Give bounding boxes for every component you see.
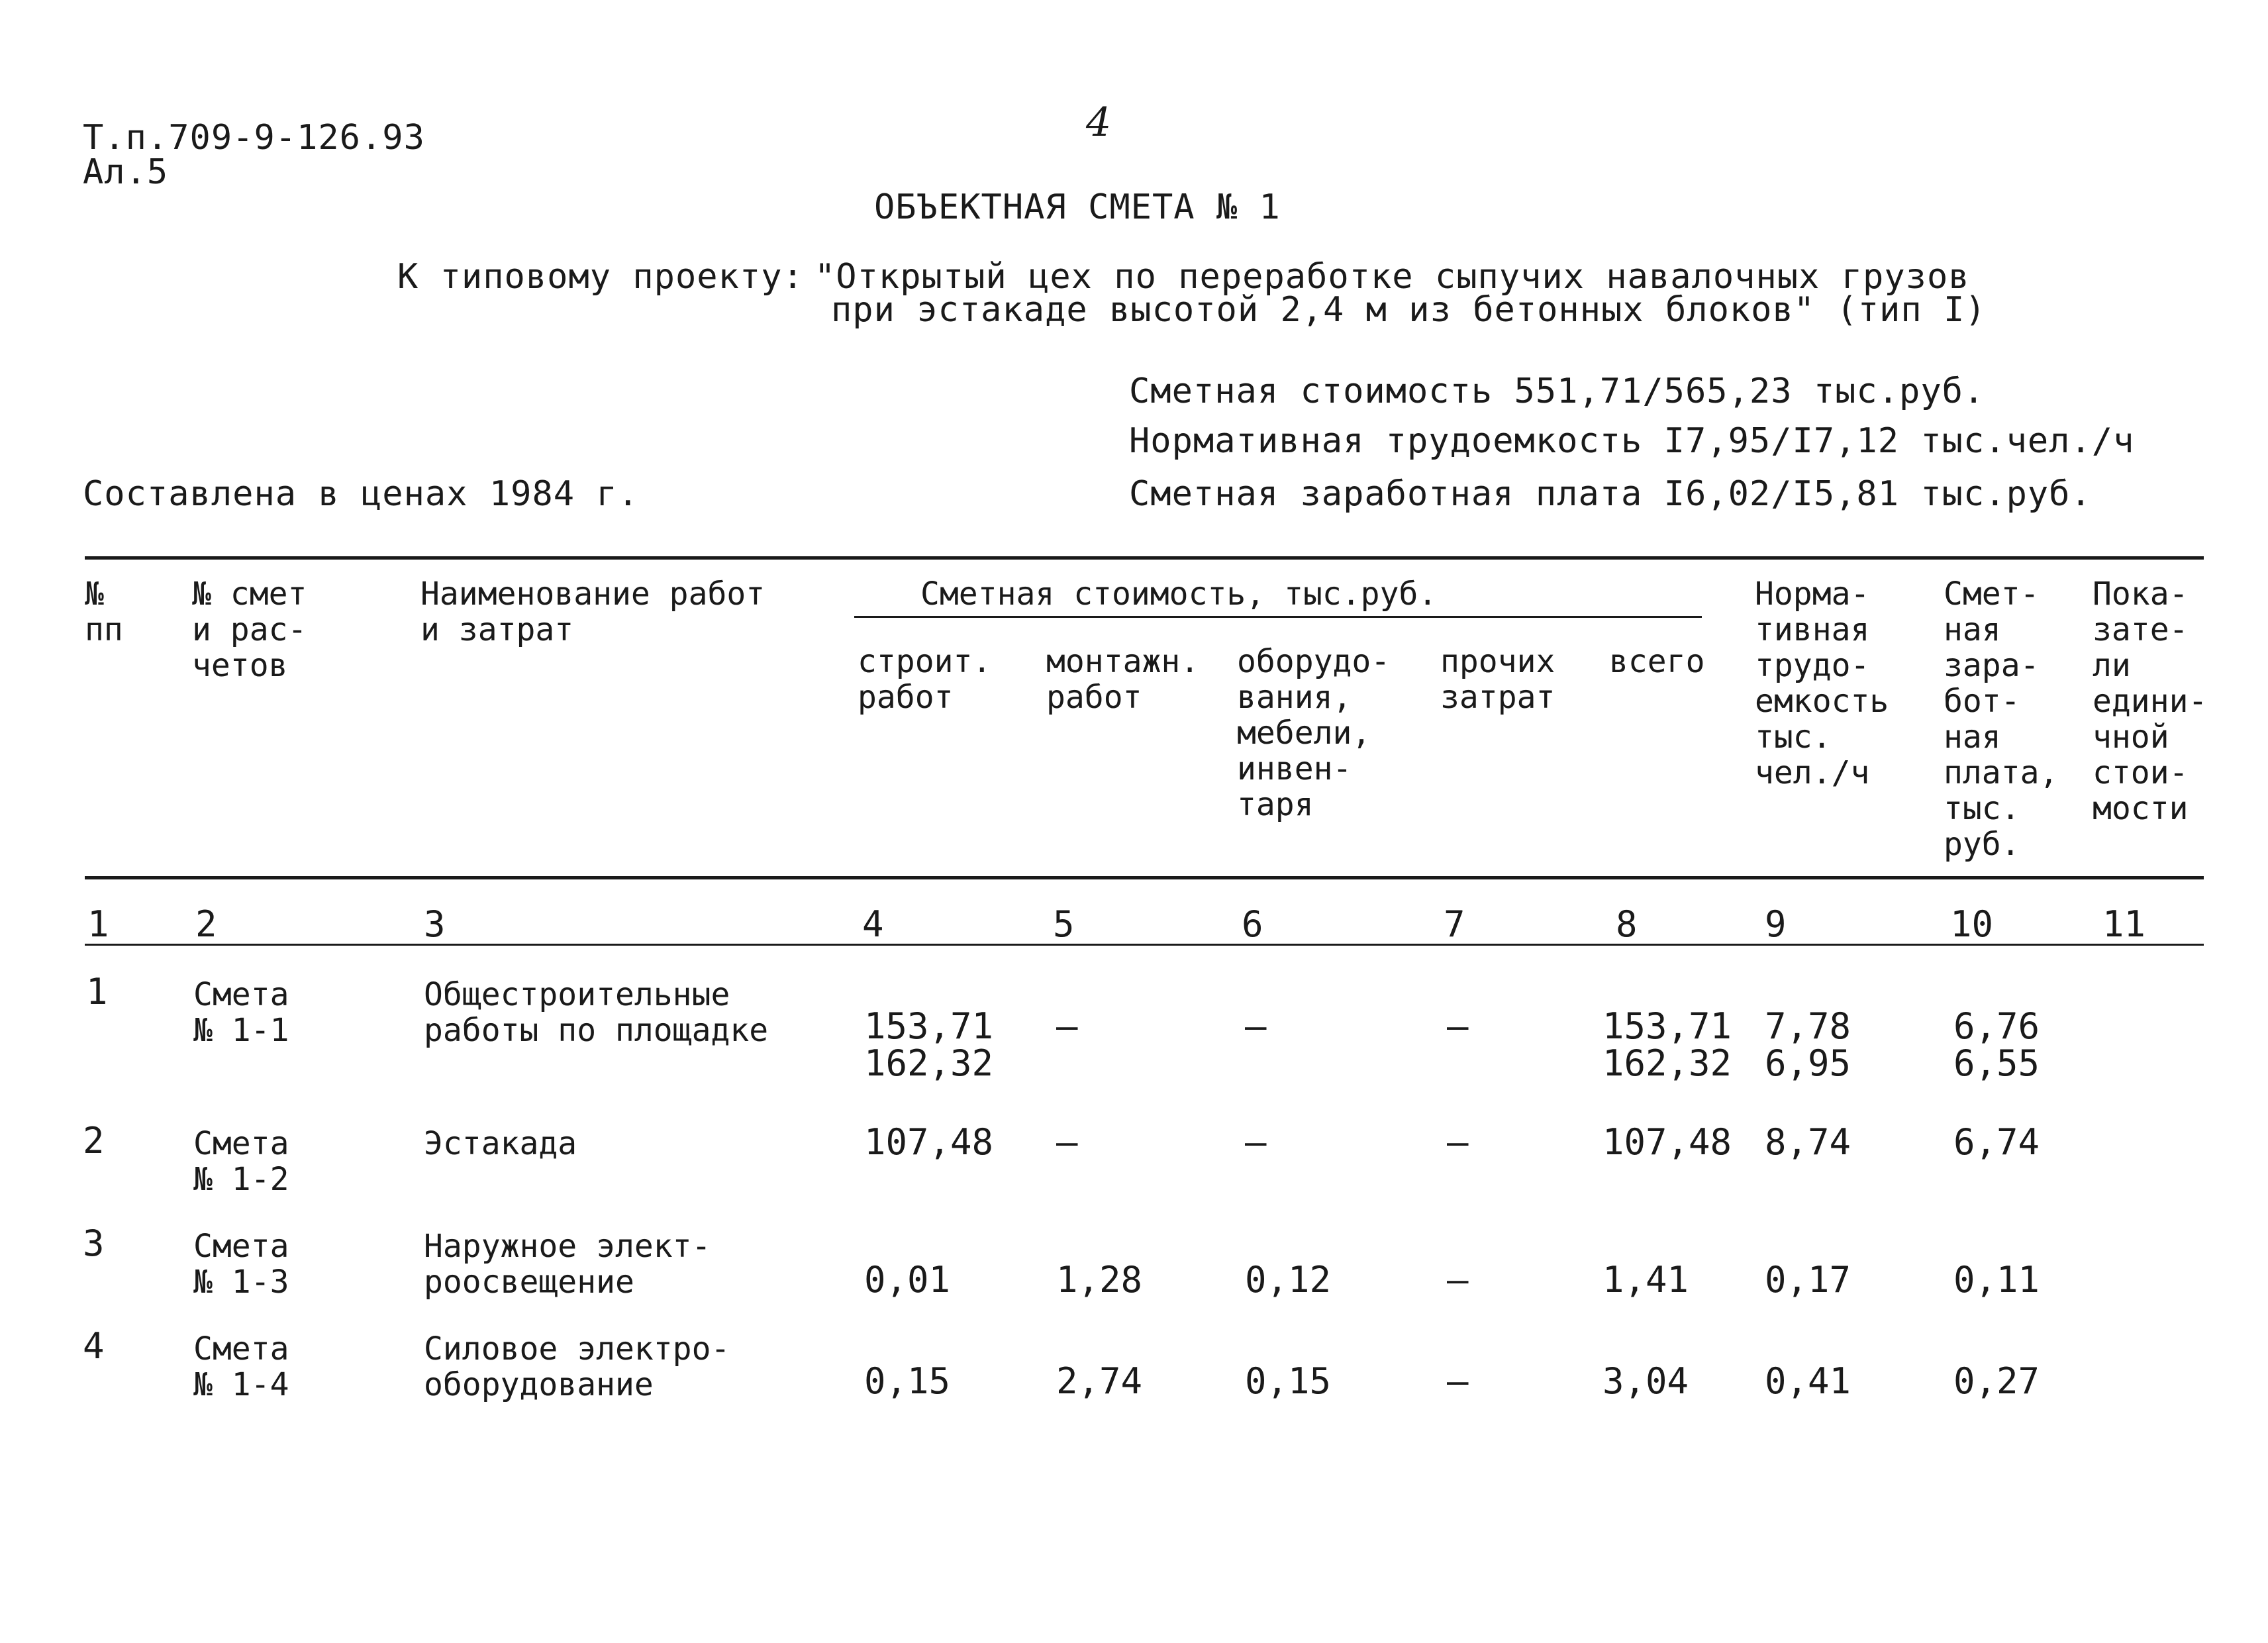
- row-construction: 107,48: [864, 1121, 994, 1163]
- header-installation: монтажн. работ: [1046, 643, 1200, 716]
- row-construction: 153,71 162,32: [864, 1005, 994, 1084]
- header-work-name: Наименование работ и затрат: [420, 575, 765, 648]
- col-number-8: 8: [1616, 903, 1638, 945]
- row-number: 4: [83, 1325, 105, 1367]
- header-bottom-rule: [85, 876, 2204, 879]
- header-labor: Норма- тивная трудо- емкость тыс. чел./ч: [1755, 575, 1889, 791]
- header-other-costs: прочих затрат: [1440, 643, 1555, 716]
- col-number-11: 11: [2102, 903, 2146, 945]
- row-total: 107,48: [1602, 1121, 1732, 1163]
- prices-note: Составлена в ценах 1984 г.: [83, 474, 639, 514]
- row-wages: 0,11: [1953, 1259, 2040, 1301]
- project-name-line2: при эстакаде высотой 2,4 м из бетонных блоков" (тип I): [831, 290, 1987, 330]
- row-other: –: [1447, 1259, 1469, 1301]
- row-other: –: [1447, 1005, 1469, 1047]
- document-code: Т.п.709-9-126.93: [83, 118, 425, 158]
- row-labor: 0,17: [1765, 1259, 1851, 1301]
- summary-labor: Нормативная трудоемкость I7,95/I7,12 тыс.чел./ч: [1129, 421, 2135, 461]
- row-labor: 7,78 6,95: [1765, 1005, 1851, 1084]
- group-header-rule: [854, 616, 1702, 618]
- col-number-2: 2: [195, 903, 217, 945]
- column-number-rule: [85, 944, 2204, 946]
- row-total: 153,71 162,32: [1602, 1005, 1732, 1084]
- document-title: ОБЪЕКТНАЯ СМЕТА № 1: [874, 187, 1281, 227]
- row-work-name: Наружное элект- роосвещение: [424, 1228, 711, 1301]
- row-wages: 6,74: [1953, 1121, 2040, 1163]
- header-cost-group: Сметная стоимость, тыс.руб.: [920, 575, 1438, 613]
- row-number: 2: [83, 1120, 105, 1162]
- row-installation: 2,74: [1056, 1360, 1143, 1402]
- row-equipment: –: [1245, 1121, 1267, 1163]
- row-wages: 0,27: [1953, 1360, 2040, 1402]
- row-total: 3,04: [1602, 1360, 1689, 1402]
- summary-wages: Сметная заработная плата I6,02/I5,81 тыс.руб.: [1129, 474, 2092, 514]
- row-total: 1,41: [1602, 1259, 1689, 1301]
- col-number-9: 9: [1765, 903, 1787, 945]
- row-labor: 0,41: [1765, 1360, 1851, 1402]
- col-number-10: 10: [1950, 903, 1994, 945]
- header-smeta-number: № смет и рас- четов: [192, 575, 307, 684]
- row-wages: 6,76 6,55: [1953, 1005, 2040, 1084]
- row-construction: 0,01: [864, 1259, 951, 1301]
- row-number: 1: [86, 971, 108, 1013]
- table-top-rule: [85, 556, 2204, 560]
- col-number-7: 7: [1444, 903, 1465, 945]
- header-unit-cost: Пока- зате- ли едини- чной стои- мости: [2093, 575, 2208, 827]
- row-installation: –: [1056, 1121, 1078, 1163]
- summary-cost: Сметная стоимость 551,71/565,23 тыс.руб.: [1129, 372, 1985, 411]
- row-construction: 0,15: [864, 1360, 951, 1402]
- col-number-1: 1: [87, 903, 109, 945]
- header-row-number: № пп: [85, 575, 123, 648]
- row-other: –: [1447, 1121, 1469, 1163]
- row-work-name: Силовое электро- оборудование: [424, 1330, 730, 1403]
- row-smeta: Смета № 1-4: [193, 1330, 289, 1403]
- project-name-line1: "Открытый цех по переработке сыпучих навалочных грузов: [814, 257, 1970, 297]
- col-number-6: 6: [1242, 903, 1263, 945]
- row-equipment: 0,15: [1245, 1360, 1332, 1402]
- row-smeta: Смета № 1-3: [193, 1228, 289, 1301]
- col-number-4: 4: [862, 903, 884, 945]
- header-equipment: оборудо- вания, мебели, инвен- таря: [1237, 643, 1391, 823]
- project-label: К типовому проекту:: [397, 257, 804, 297]
- row-installation: –: [1056, 1005, 1078, 1047]
- row-smeta: Смета № 1-2: [193, 1125, 289, 1198]
- row-number: 3: [83, 1222, 105, 1264]
- row-equipment: 0,12: [1245, 1259, 1332, 1301]
- col-number-3: 3: [424, 903, 446, 945]
- row-work-name: Эстакада: [424, 1125, 577, 1162]
- row-labor: 8,74: [1765, 1121, 1851, 1163]
- row-work-name: Общестроительные работы по площадке: [424, 976, 769, 1049]
- page-number: 4: [1086, 99, 1112, 146]
- row-equipment: –: [1245, 1005, 1267, 1047]
- header-construction: строит. работ: [858, 643, 992, 716]
- header-total: всего: [1609, 643, 1705, 680]
- header-wages: Смет- ная зара- бот- ная плата, тыс. руб.: [1944, 575, 2059, 863]
- col-number-5: 5: [1053, 903, 1075, 945]
- album-number: Ал.5: [83, 152, 169, 192]
- row-smeta: Смета № 1-1: [193, 976, 289, 1049]
- row-installation: 1,28: [1056, 1259, 1143, 1301]
- row-other: –: [1447, 1360, 1469, 1402]
